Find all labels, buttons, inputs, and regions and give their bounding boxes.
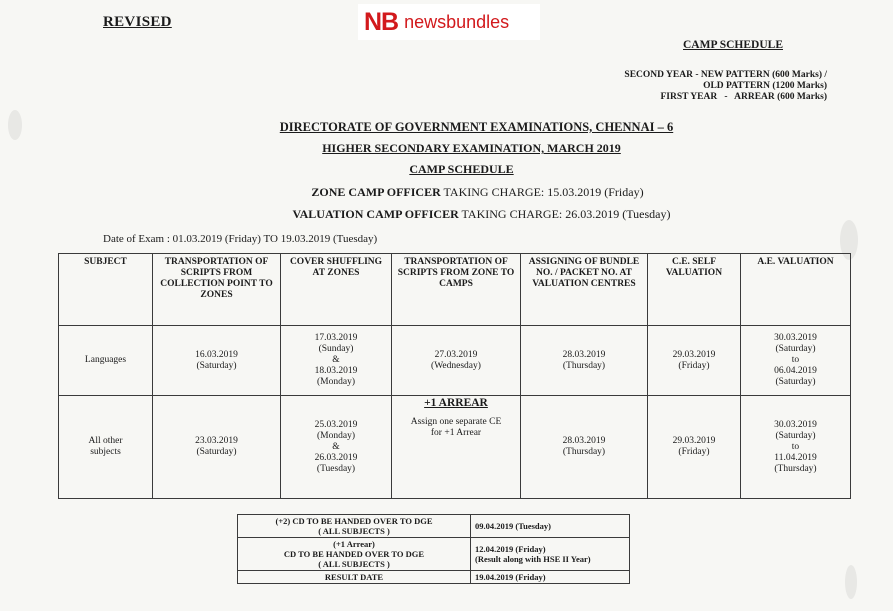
header-ce-self: C.E. SELF VALUATION	[648, 254, 741, 326]
table-row	[238, 571, 630, 584]
zone-officer-date: TAKING CHARGE: 15.03.2019 (Friday)	[440, 185, 644, 199]
camp-schedule-title: CAMP SCHEDULE	[409, 162, 514, 176]
ce-self-cell: 29.03.2019 (Friday)	[648, 396, 741, 499]
table-row	[238, 538, 630, 571]
cd-handover-table	[237, 514, 630, 584]
newsbundles-logo[interactable]	[358, 4, 540, 40]
cd-date-cell: 12.04.2019 (Friday) (Result along with HSE II Year)	[471, 538, 630, 571]
arrear-note: Assign one separate CE for +1 Arrear	[410, 417, 502, 438]
logo-mark: NB	[364, 7, 399, 36]
header-assigning: ASSIGNING OF BUNDLE NO. / PACKET NO. AT VALUATION CENTRES	[521, 254, 648, 326]
arrear-title: +1 ARREAR	[424, 397, 488, 409]
pattern-line: OLD PATTERN (1200 Marks)	[703, 81, 827, 91]
assigning-cell: 28.03.2019 (Thursday)	[521, 326, 648, 396]
ae-cell: 30.03.2019 (Saturday) to 11.04.2019 (Thursday)	[741, 396, 851, 499]
header-subject: SUBJECT	[59, 254, 153, 326]
subject-cell: Languages	[59, 326, 153, 396]
pattern-line: FIRST YEAR - ARREAR (600 Marks)	[660, 92, 827, 102]
cd-label-cell: (+2) CD TO BE HANDED OVER TO DGE ( ALL SUBJECTS )	[238, 515, 471, 538]
assigning-cell: 28.03.2019 (Thursday)	[521, 396, 648, 499]
transport-zones-cell: 23.03.2019 (Saturday)	[153, 396, 281, 499]
table-row	[59, 396, 851, 499]
table-header-row	[59, 254, 851, 326]
logo-word: newsbundles	[404, 11, 510, 32]
ae-cell: 30.03.2019 (Saturday) to 06.04.2019 (Saturday)	[741, 326, 851, 396]
cd-date-cell: 09.04.2019 (Tuesday)	[471, 515, 630, 538]
header-ae: A.E. VALUATION	[741, 254, 851, 326]
header-transport-camps: TRANSPORTATION OF SCRIPTS FROM ZONE TO CAMPS	[392, 254, 521, 326]
exam-title: HIGHER SECONDARY EXAMINATION, MARCH 2019	[322, 141, 621, 155]
pattern-block	[624, 70, 827, 103]
header-cover-shuffling: COVER SHUFFLING AT ZONES	[281, 254, 392, 326]
transport-zones-cell: 16.03.2019 (Saturday)	[153, 326, 281, 396]
cd-label-cell: (+1 Arrear) CD TO BE HANDED OVER TO DGE ( ALL SUBJECTS )	[238, 538, 471, 571]
zone-officer-label: ZONE CAMP OFFICER	[311, 185, 441, 199]
transport-camps-cell: 27.03.2019 (Wednesday)	[392, 326, 521, 396]
directorate-title: DIRECTORATE OF GOVERNMENT EXAMINATIONS, CHENNAI – 6	[279, 120, 674, 134]
camp-schedule-table	[58, 253, 851, 499]
result-date-label: RESULT DATE	[238, 571, 471, 584]
cover-shuffling-cell: 25.03.2019 (Monday) & 26.03.2019 (Tuesday)	[281, 396, 392, 499]
arrear-cell	[392, 396, 521, 499]
table-row	[238, 515, 630, 538]
cover-shuffling-cell: 17.03.2019 (Sunday) & 18.03.2019 (Monday)	[281, 326, 392, 396]
table-row	[59, 326, 851, 396]
scan-smudge	[845, 565, 857, 599]
result-date-value: 19.04.2019 (Friday)	[471, 571, 630, 584]
date-of-exam: Date of Exam : 01.03.2019 (Friday) TO 19.03.2019 (Tuesday)	[103, 233, 378, 245]
pattern-line: SECOND YEAR - NEW PATTERN (600 Marks) /	[624, 70, 827, 80]
valuation-officer-date: TAKING CHARGE: 26.03.2019 (Tuesday)	[458, 207, 671, 221]
ce-self-cell: 29.03.2019 (Friday)	[648, 326, 741, 396]
subject-cell: All other subjects	[59, 396, 153, 499]
valuation-officer-label: VALUATION CAMP OFFICER	[292, 207, 459, 221]
revised-label: REVISED	[103, 14, 172, 30]
camp-schedule-top-label: CAMP SCHEDULE	[683, 39, 783, 51]
valuation-camp-officer-line	[0, 207, 893, 222]
zone-camp-officer-line	[0, 185, 893, 200]
header-transport-zones: TRANSPORTATION OF SCRIPTS FROM COLLECTION POINT TO ZONES	[153, 254, 281, 326]
